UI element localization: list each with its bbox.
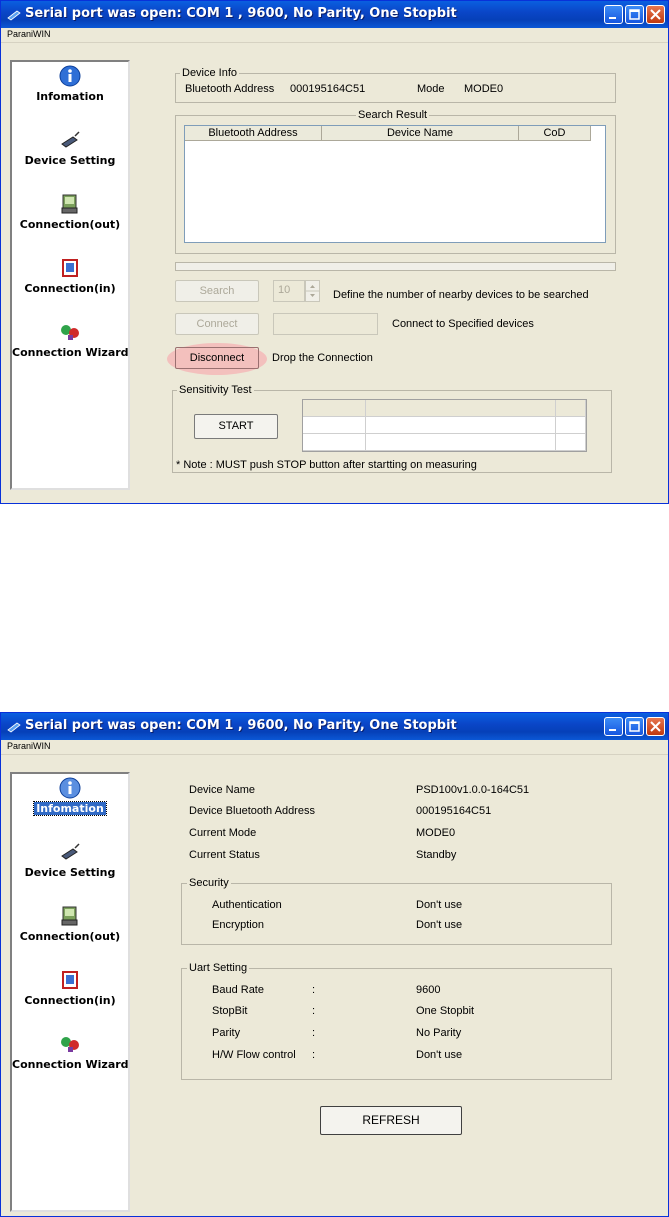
sensitivity-note: * Note : MUST push STOP button after startting on measuring — [176, 459, 477, 471]
separator: : — [312, 1027, 316, 1039]
grid-header-cell — [556, 400, 586, 417]
group-caption: Security — [189, 877, 229, 889]
paraniwin-window-information — [0, 712, 669, 1217]
sensitivity-grid[interactable] — [302, 399, 587, 452]
nav-item-information[interactable] — [12, 65, 128, 125]
search-count-spinner[interactable] — [305, 280, 320, 302]
wizard-icon — [59, 1033, 81, 1055]
connection-out-icon — [59, 905, 81, 927]
mode-label: Mode — [417, 83, 445, 95]
nav-item-connection-in[interactable] — [12, 257, 128, 317]
grid-cell — [303, 417, 366, 434]
encryption-value: Don't use — [416, 919, 463, 931]
encryption-label: Encryption — [212, 919, 264, 931]
grid-cell — [556, 434, 586, 451]
column-header-bt-address[interactable]: Bluetooth Address — [185, 126, 322, 141]
nav-item-information[interactable] — [12, 777, 128, 837]
info-icon — [59, 65, 81, 87]
nav-label: Connection(out) — [19, 218, 121, 231]
spinner-arrows-icon — [306, 281, 319, 301]
app-icon — [7, 8, 21, 21]
nav-label-selected — [12, 802, 128, 815]
stopbit-label: StopBit — [212, 1005, 248, 1017]
grid-header-cell — [366, 400, 556, 417]
grid-cell — [366, 417, 556, 434]
maximize-icon — [626, 6, 643, 23]
maximize-button[interactable] — [625, 717, 644, 736]
nav-panel — [10, 60, 130, 490]
close-button[interactable] — [646, 717, 665, 736]
grid-header-cell — [303, 400, 366, 417]
info-icon — [59, 777, 81, 799]
parity-value: No Parity — [416, 1027, 462, 1039]
connection-in-icon — [59, 969, 81, 991]
nav-item-connection-wizard[interactable] — [12, 1033, 128, 1093]
current-mode-label: Current Mode — [189, 827, 257, 839]
group-caption: Device Info — [182, 67, 238, 79]
security-group — [181, 877, 612, 945]
minimize-button[interactable] — [604, 717, 623, 736]
nav-label: Connection Wizard — [12, 346, 129, 359]
menu-bar — [1, 740, 668, 755]
bt-address-label: Bluetooth Address — [185, 83, 275, 95]
grid-cell — [366, 434, 556, 451]
menu-paraniwin[interactable]: ParaniWIN — [7, 29, 51, 39]
start-button[interactable]: START — [194, 414, 278, 439]
grid-cell — [303, 434, 366, 451]
group-caption: Uart Setting — [189, 962, 248, 974]
nav-panel — [10, 772, 130, 1212]
nav-label: Device Setting — [24, 866, 116, 879]
app-icon — [7, 720, 21, 733]
column-header-device-name[interactable]: Device Name — [322, 126, 519, 141]
nav-item-connection-out[interactable] — [12, 905, 128, 965]
separator: : — [312, 1005, 316, 1017]
connect-device-input[interactable] — [273, 313, 378, 335]
hw-flow-control-label: H/W Flow control — [212, 1049, 296, 1061]
current-mode-value: MODE0 — [416, 827, 456, 839]
close-button[interactable] — [646, 5, 665, 24]
connection-in-icon — [59, 257, 81, 279]
connection-out-icon — [59, 193, 81, 215]
nav-label: Connection(out) — [19, 930, 121, 943]
current-status-value: Standby — [416, 849, 457, 861]
parity-label: Parity — [212, 1027, 241, 1039]
paraniwin-window-search — [0, 0, 669, 504]
search-description: Define the number of nearby devices to be searched — [333, 289, 589, 301]
authentication-value: Don't use — [416, 899, 463, 911]
device-bt-address-value: 000195164C51 — [416, 805, 492, 817]
menu-paraniwin[interactable]: ParaniWIN — [7, 741, 51, 751]
nav-label: Infomation — [36, 90, 104, 103]
hw-flow-control-value: Don't use — [416, 1049, 463, 1061]
nav-item-connection-out[interactable] — [12, 193, 128, 253]
title-bar[interactable] — [1, 713, 668, 740]
device-bt-address-label: Device Bluetooth Address — [189, 805, 315, 817]
device-name-value: PSD100v1.0.0-164C51 — [416, 784, 530, 796]
selected-label-text: Infomation — [36, 802, 104, 815]
nav-item-connection-wizard[interactable] — [12, 321, 128, 381]
baud-rate-label: Baud Rate — [212, 984, 264, 996]
minimize-icon — [605, 6, 622, 23]
nav-item-device-setting[interactable] — [12, 129, 128, 189]
connect-button[interactable]: Connect — [175, 313, 259, 335]
nav-label: Connection(in) — [24, 282, 116, 295]
current-status-label: Current Status — [189, 849, 260, 861]
title-bar[interactable] — [1, 1, 668, 28]
search-count-input[interactable]: 10 — [273, 280, 305, 302]
search-result-list[interactable] — [184, 125, 606, 243]
device-icon — [59, 129, 81, 151]
mode-value: MODE0 — [464, 83, 504, 95]
maximize-button[interactable] — [625, 5, 644, 24]
maximize-icon — [626, 718, 643, 735]
wizard-icon — [59, 321, 81, 343]
bt-address-value: 000195164C51 — [290, 83, 366, 95]
disconnect-button[interactable]: Disconnect — [175, 347, 259, 369]
minimize-icon — [605, 718, 622, 735]
window-title: Serial port was open: COM 1 , 9600, No Parity, One Stopbit — [25, 6, 457, 21]
nav-item-connection-in[interactable] — [12, 969, 128, 1029]
menu-bar — [1, 28, 668, 43]
close-icon — [647, 6, 664, 23]
refresh-button[interactable]: REFRESH — [320, 1106, 462, 1135]
separator: : — [312, 984, 316, 996]
group-caption: Search Result — [358, 109, 428, 121]
nav-item-device-setting[interactable] — [12, 841, 128, 901]
authentication-label: Authentication — [212, 899, 282, 911]
window-title: Serial port was open: COM 1 , 9600, No Parity, One Stopbit — [25, 718, 457, 733]
close-icon — [647, 718, 664, 735]
separator: : — [312, 1049, 316, 1061]
nav-label: Device Setting — [24, 154, 116, 167]
search-button[interactable]: Search — [175, 280, 259, 302]
group-caption: Sensitivity Test — [179, 384, 252, 396]
column-header-cod[interactable]: CoD — [519, 126, 591, 141]
search-progress-bar — [175, 262, 616, 271]
disconnect-description: Drop the Connection — [272, 352, 373, 364]
connect-description: Connect to Specified devices — [392, 318, 534, 330]
minimize-button[interactable] — [604, 5, 623, 24]
grid-cell — [556, 417, 586, 434]
nav-label: Connection(in) — [24, 994, 116, 1007]
baud-rate-value: 9600 — [416, 984, 441, 996]
device-name-label: Device Name — [189, 784, 256, 796]
nav-label: Connection Wizard — [12, 1058, 129, 1071]
device-icon — [59, 841, 81, 863]
stopbit-value: One Stopbit — [416, 1005, 475, 1017]
